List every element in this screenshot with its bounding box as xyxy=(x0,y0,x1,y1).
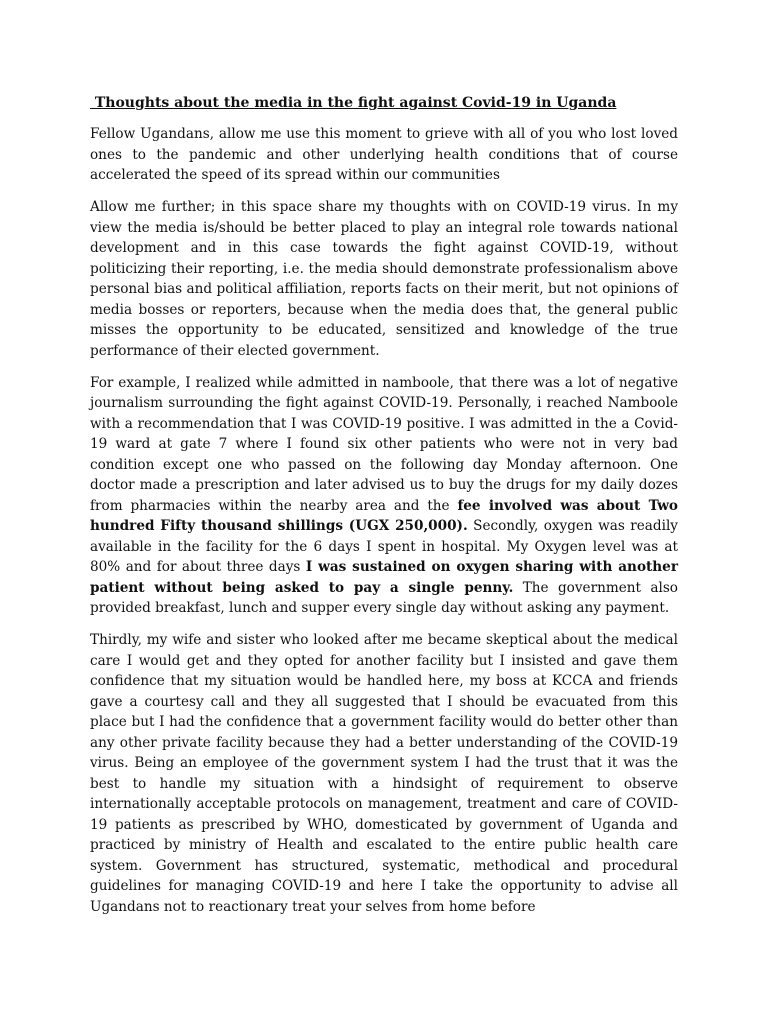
document-title: Thoughts about the media in the fight against Covid-19 in Uganda xyxy=(90,95,617,111)
namboole-text-1: For example, I realized while admitted in namboole, that there was a lot of negative journalism surrounding the fight against COVID-19. Personally, i reached Namboole with a recommendation that I was COVID-19 positive. I was admitted in the a Covid-19 ward at gate 7 where I found six other patients who were not in very bad condition except one who passed on the following day Monday afternoon. One doctor made a prescription and later advised us to buy the drugs for my daily dozes from pharmacies within the nearby area and the xyxy=(90,374,678,514)
paragraph-condolence: Fellow Ugandans, allow me use this moment to grieve with all of you who lost loved ones to the pandemic and other underlying health conditions that of course accelerated the speed of its spread within our communities xyxy=(90,126,678,183)
paragraph-namboole-experience xyxy=(90,373,678,619)
namboole-text-2: Secondly, oxygen was readily available in the facility for the 6 days I spent in hospital. My Oxygen level was at 80% and for about three days xyxy=(90,518,678,575)
fee-highlight: fee involved was about Two hundred Fifty thousand shillings (UGX 250,000). xyxy=(90,497,678,534)
paragraph-media-role: Allow me further; in this space share my thoughts with on COVID-19 virus. In my view the media is/should be better placed to play an integral role towards national development and in this case towards the fight against COVID-19, without politicizing their reporting, i.e. the media should demonstrate professionalism above personal bias and political affiliation, reports facts on their merit, but not opinions of media bosses or reporters, because when the media does that, the general public misses the opportunity to be educated, sensitized and knowledge of the true performance of their elected government. xyxy=(90,199,678,359)
oxygen-highlight: I was sustained on oxygen sharing with another patient without being asked to pay a single penny. xyxy=(90,559,678,596)
document-page xyxy=(90,88,678,929)
namboole-text-3: The government also provided breakfast, lunch and supper every single day without asking any payment. xyxy=(90,579,678,616)
paragraph-family-trust: Thirdly, my wife and sister who looked after me became skeptical about the medical care I would get and they opted for another facility but I insisted and gave them confidence that my situation would be handled here, my boss at KCCA and friends gave a courtesy call and they all suggested that I should be evacuated from this place but I had the confidence that a government facility would do better other than any other private facility because they had a better understanding of the COVID-19 virus. Being an employee of the government system I had the trust that it was the best to handle my situation with a hindsight of requirement to observe internationally acceptable protocols on management, treatment and care of COVID-19 patients as prescribed by WHO, domesticated by government of Uganda and practiced by ministry of Health and escalated to the entire public health care system. Government has structured, systematic, methodical and procedural guidelines for managing COVID-19 and here I take the opportunity to advise all Ugandans not to reactionary treat your selves from home before xyxy=(90,632,678,915)
